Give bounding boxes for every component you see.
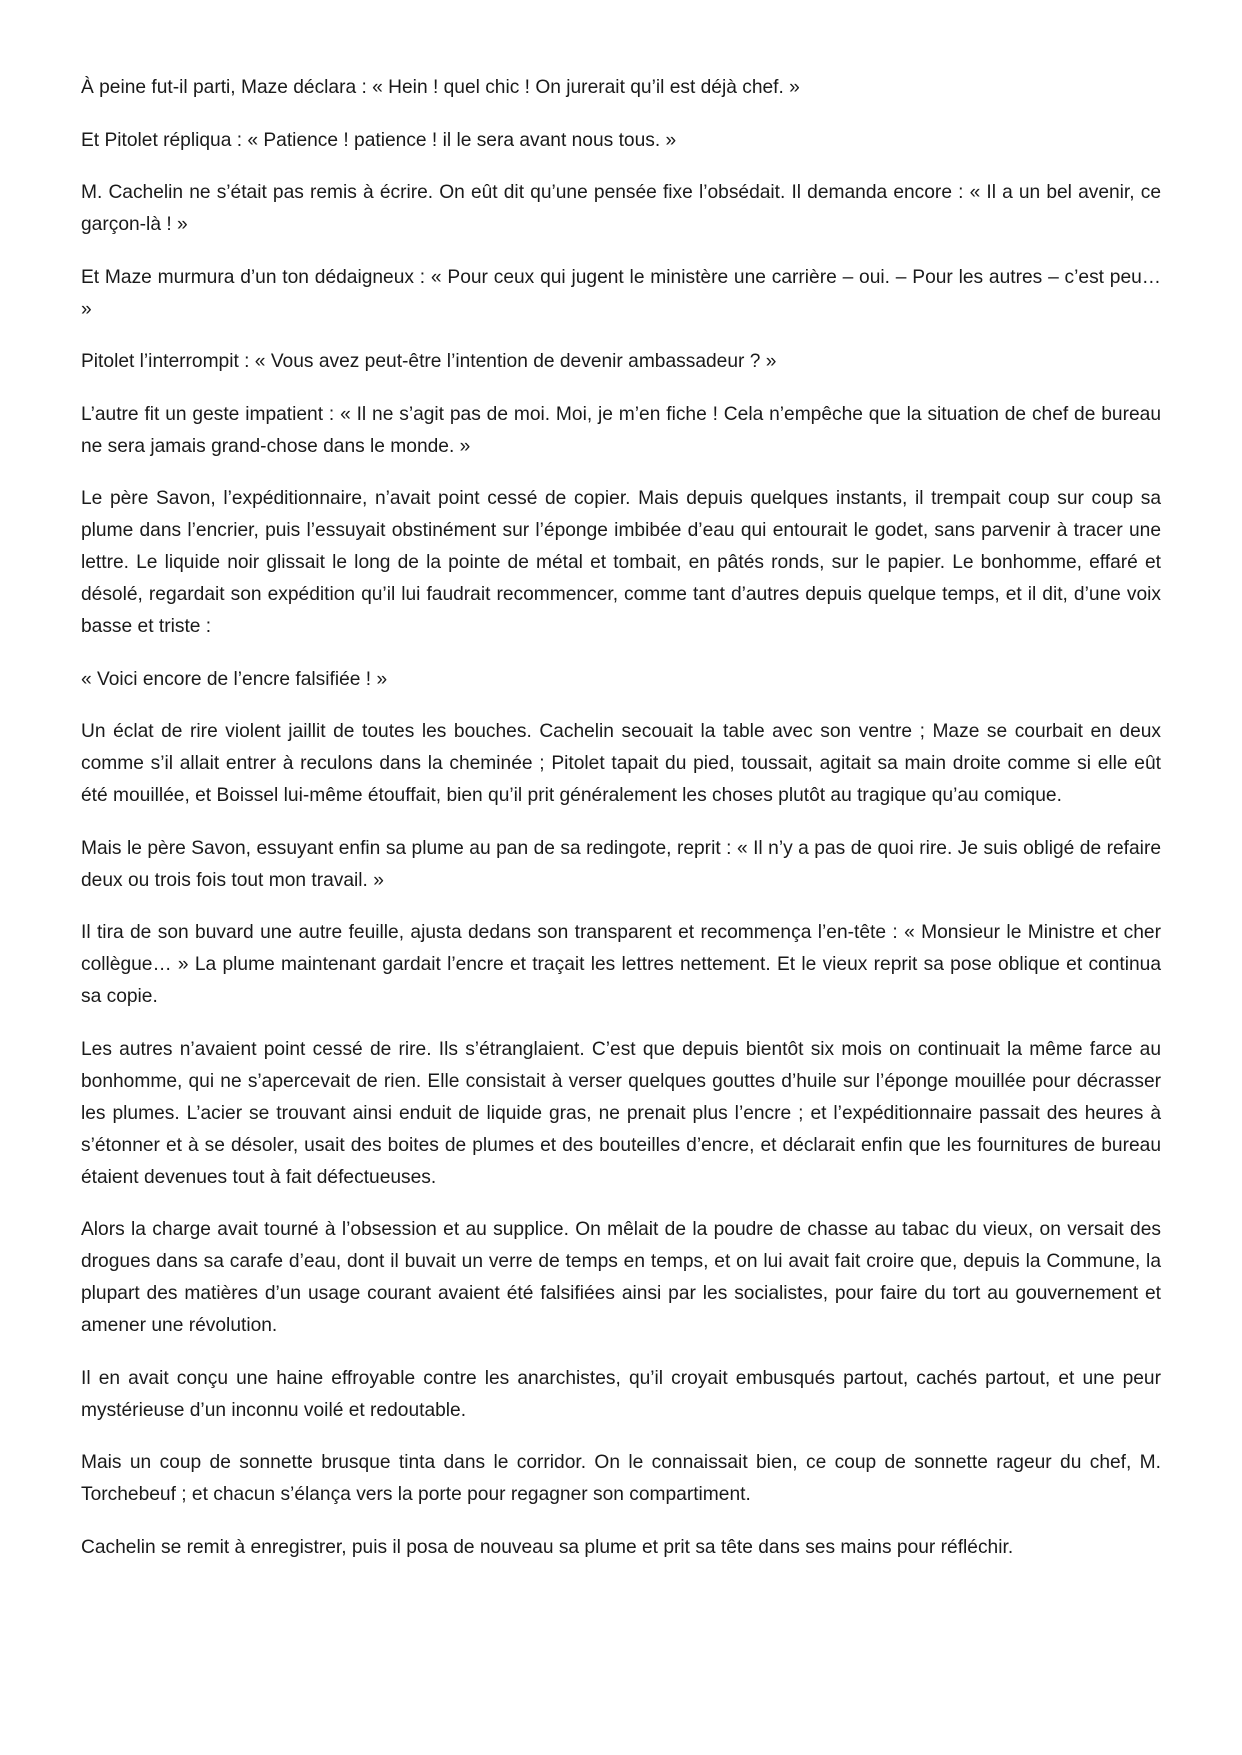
paragraph-16: Cachelin se remit à enregistrer, puis il posa de nouveau sa plume et prit sa tête dans ses mains pour réfléchir.: [81, 1536, 1014, 1558]
document-page: [81, 72, 1161, 1584]
paragraph-7: Le père Savon, l’expéditionnaire, n’avait point cessé de copier. Mais depuis quelques instants, il trempait coup sur coup sa plume dans l’encrier, puis l’essuyait obstinément sur l’éponge imbibée d’eau qui entourait le godet, sans parvenir à tracer une lettre. Le liquide noir glissait le long de la pointe de métal et tombait, en pâtés ronds, sur le papier. Le bonhomme, effaré et désolé, regardait son expédition qu’il lui faudrait recommencer, comme tant d’autres depuis quelque temps, et il dit, d’une voix basse et triste :: [81, 488, 1161, 637]
paragraph-15: Mais un coup de sonnette brusque tinta dans le corridor. On le connaissait bien, ce coup de sonnette rageur du chef, M. Torchebeuf ; et chacun s’élança vers la porte pour regagner son compartiment.: [81, 1452, 1161, 1505]
paragraph-10: Mais le père Savon, essuyant enfin sa plume au pan de sa redingote, reprit : « Il n’y a pas de quoi rire. Je suis obligé de refaire deux ou trois fois tout mon travail. »: [81, 837, 1161, 891]
paragraph-8: « Voici encore de l’encre falsifiée ! »: [81, 668, 388, 690]
paragraph-6: L’autre fit un geste impatient : « Il ne s’agit pas de moi. Moi, je m’en fiche ! Cela n’empêche que la situation de chef de bureau ne sera jamais grand-chose dans le monde. »: [81, 403, 1161, 457]
paragraph-4: Et Maze murmura d’un ton dédaigneux : « Pour ceux qui jugent le ministère une carrière – oui. – Pour les autres – c’est peu… »: [81, 266, 1161, 320]
paragraph-11: Il tira de son buvard une autre feuille, ajusta dedans son transparent et recommença l’en-tête : « Monsieur le Ministre et cher collègue… » La plume maintenant gardait l’encre et traçait les lettres nettement. Et le vieux reprit sa pose oblique et continua sa copie.: [81, 922, 1161, 1007]
paragraph-3: M. Cachelin ne s’était pas remis à écrire. On eût dit qu’une pensée fixe l’obsédait. Il demanda encore : « Il a un bel avenir, ce garçon-là ! »: [81, 182, 1161, 235]
paragraph-12: Les autres n’avaient point cessé de rire. Ils s’étranglaient. C’est que depuis bientôt six mois on continuait la même farce au bonhomme, qui ne s’apercevait de rien. Elle consistait à verser quelques gouttes d’huile sur l’éponge mouillée pour décrasser les plumes. L’acier se trouvant ainsi enduit de liquide gras, ne prenait plus l’encre ; et l’expéditionnaire passait des heures à s’étonner et à se désoler, usait des boites de plumes et des bouteilles d’encre, et déclarait enfin que les fournitures de bureau étaient devenues tout à fait défectueuses.: [81, 1038, 1161, 1188]
paragraph-14: Il en avait conçu une haine effroyable contre les anarchistes, qu’il croyait embusqués partout, cachés partout, et une peur mystérieuse d’un inconnu voilé et redoutable.: [81, 1367, 1161, 1421]
paragraph-5: Pitolet l’interrompit : « Vous avez peut-être l’intention de devenir ambassadeur ? »: [81, 351, 777, 372]
paragraph-2: Et Pitolet répliqua : « Patience ! patience ! il le sera avant nous tous. »: [81, 129, 677, 151]
paragraph-13: Alors la charge avait tourné à l’obsession et au supplice. On mêlait de la poudre de chasse au tabac du vieux, on versait des drogues dans sa carafe d’eau, dont il buvait un verre de temps en temps, et on lui avait fait croire que, depuis la Commune, la plupart des matières d’un usage courant avaient été falsifiées ainsi par les socialistes, pour faire du tort au gouvernement et amener une révolution.: [81, 1219, 1161, 1336]
paragraph-9: Un éclat de rire violent jaillit de toutes les bouches. Cachelin secouait la table avec son ventre ; Maze se courbait en deux comme s’il allait entrer à reculons dans la cheminée ; Pitolet tapait du pied, toussait, agitait sa main droite comme si elle eût été mouillée, et Boissel lui-même étouffait, bien qu’il prit généralement les choses plutôt au tragique qu’au comique.: [81, 721, 1161, 806]
paragraph-1: À peine fut-il parti, Maze déclara : « Hein ! quel chic ! On jurerait qu’il est déjà chef. »: [81, 77, 800, 98]
